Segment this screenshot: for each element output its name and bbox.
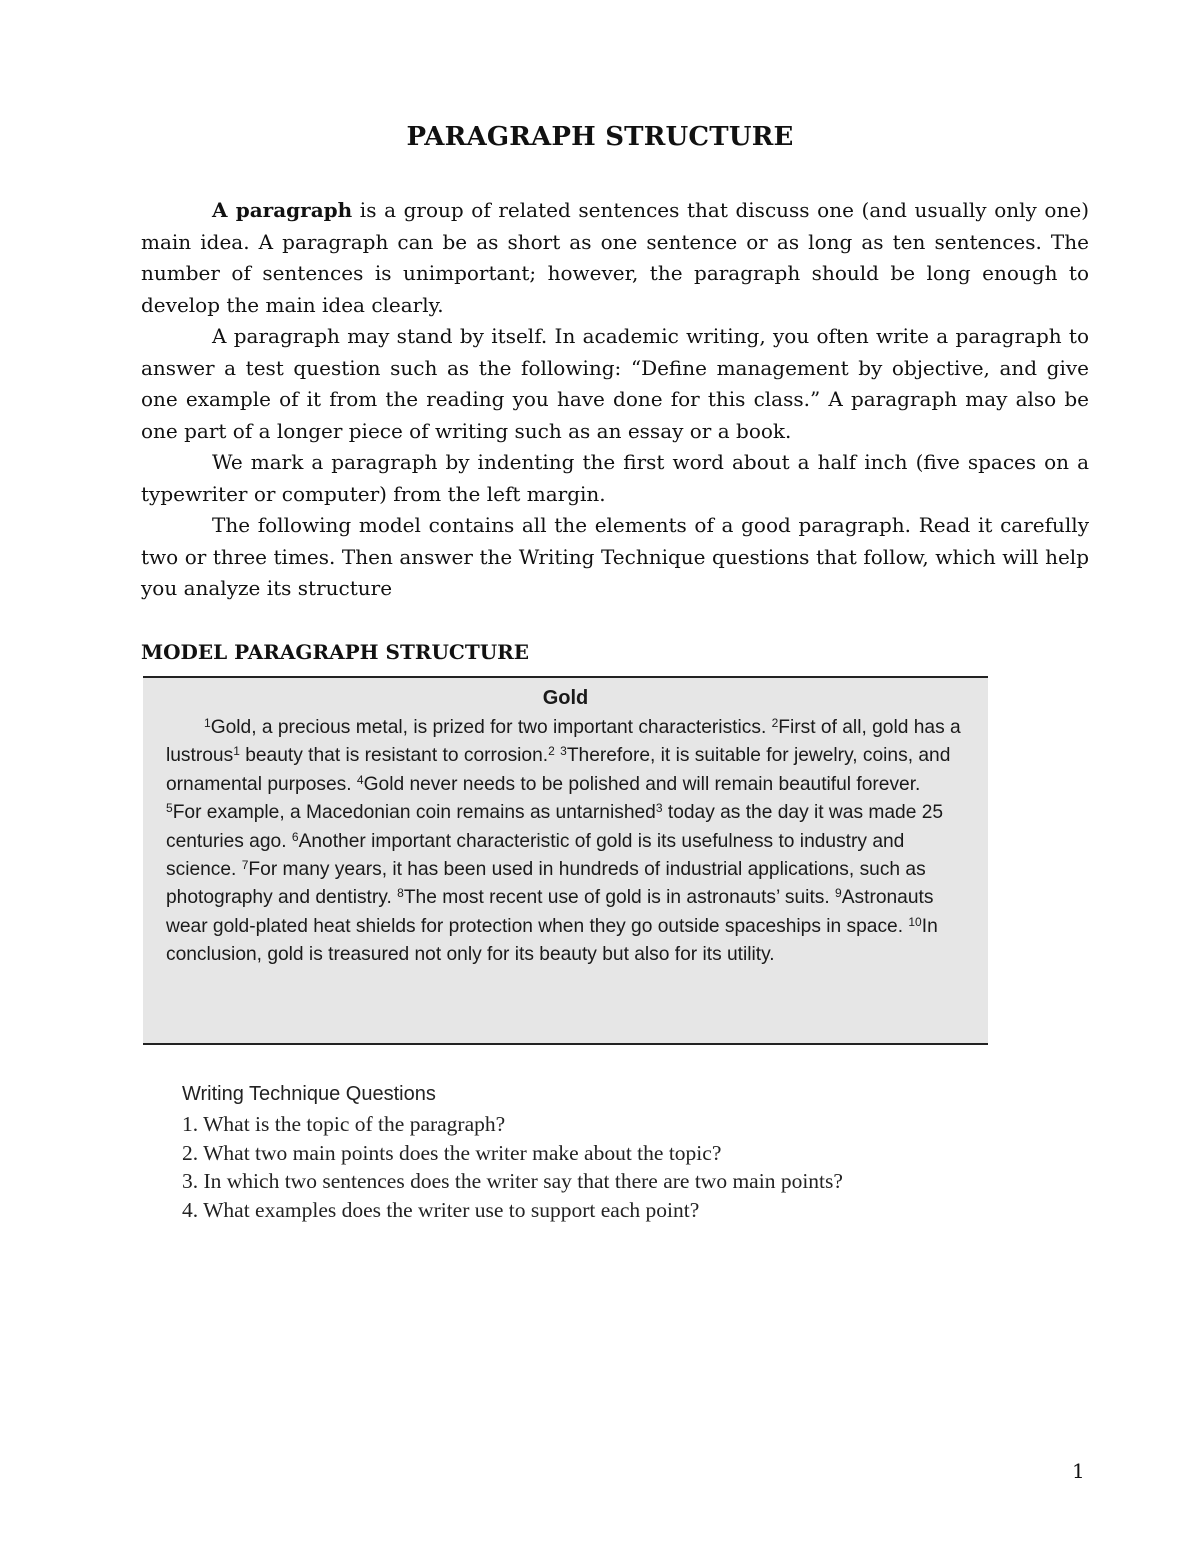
sentence: Gold never needs to be polished and will remain beautiful forever. (363, 773, 921, 795)
sentence: First of all, gold has a lustrous (166, 717, 961, 767)
sentence: Another important characteristic of gold is its usefulness to industry and science. (166, 830, 905, 881)
paragraph-4: The following model contains all the elements of a good paragraph. Read it carefully two or three times. Then answer the Writing Technique questions that follow, which will help you analyze its structure (141, 513, 1089, 600)
list-item: 3. In which two sentences does the writer say that there are two main points? (182, 1169, 843, 1193)
sentence: today as the day it was made 25 centuries ago. (166, 802, 944, 852)
sentence: beauty that is resistant to corrosion. (239, 745, 549, 767)
footnote-mark: 3 (655, 801, 663, 816)
intro-term: A paragraph (212, 198, 353, 222)
model-paragraph (166, 714, 961, 970)
sentence-number: 4 (356, 772, 364, 787)
list-item: 1. What is the topic of the paragraph? (182, 1112, 506, 1136)
sentence: In conclusion, gold is treasured not only for its beauty but also for its utility. (166, 915, 938, 966)
sentence: Gold, a precious metal, is prized for two important characteristics. (210, 717, 772, 738)
sentence-number: 2 (771, 716, 779, 730)
sentence-number: 8 (397, 886, 404, 901)
sentence: The most recent use of gold is in astronauts’ suits. (403, 887, 836, 909)
sentence-number: 6 (291, 829, 299, 844)
sentence: For many years, it has been used in hundreds of industrial applications, such as photography and dentistry. (166, 859, 926, 909)
paragraph-3: We mark a paragraph by indenting the first word about a half inch (five spaces on a typewriter or computer) from the left margin. (141, 450, 1089, 506)
sentence: For example, a Macedonian coin remains as untarnished (172, 802, 656, 824)
footnote-mark: 2 (548, 744, 555, 759)
questions-list (182, 1110, 843, 1224)
body-text (141, 195, 1089, 605)
paragraph-1 (141, 195, 1089, 321)
sentence-number: 1 (204, 716, 211, 730)
paragraph-2: A paragraph may stand by itself. In academic writing, you often write a paragraph to answer a test question such as the following: “Define management by objective, and give one example of it from the reading you have done for this class.” A paragraph may also be one part of a longer piece of writing such as an essay or a book. (141, 324, 1089, 443)
sentence-number: 7 (241, 858, 249, 873)
section-heading: MODEL PARAGRAPH STRUCTURE (141, 640, 530, 664)
page-title: PARAGRAPH STRUCTURE (406, 122, 794, 152)
page-number: 1 (1072, 1459, 1085, 1483)
sentence-number: 5 (166, 801, 173, 816)
sentence: Astronauts wear gold-plated heat shields for protection when they go outside spaceships in space. (166, 887, 934, 937)
paragraph-1-text: is a group of related sentences that discuss one (and usually only one) main idea. A paragraph can be as short as one sentence or as long as ten sentences. The number of sentences is unimportant; however, the paragraph should be long enough to develop the main idea clearly. (141, 198, 1089, 317)
model-paragraph-box (143, 676, 988, 1045)
list-item: 4. What examples does the writer use to support each point? (182, 1197, 700, 1222)
list-item: 2. What two main points does the writer make about the topic? (182, 1140, 722, 1165)
sentence-number: 9 (835, 886, 842, 901)
footnote-mark: 1 (233, 744, 240, 759)
sentence: Therefore, it is suitable for jewelry, coins, and ornamental purposes. (166, 745, 951, 795)
sentence-number: 10 (908, 914, 922, 929)
sentence-number: 3 (560, 744, 567, 759)
model-title: Gold (542, 687, 589, 709)
questions-heading: Writing Technique Questions (182, 1083, 436, 1105)
